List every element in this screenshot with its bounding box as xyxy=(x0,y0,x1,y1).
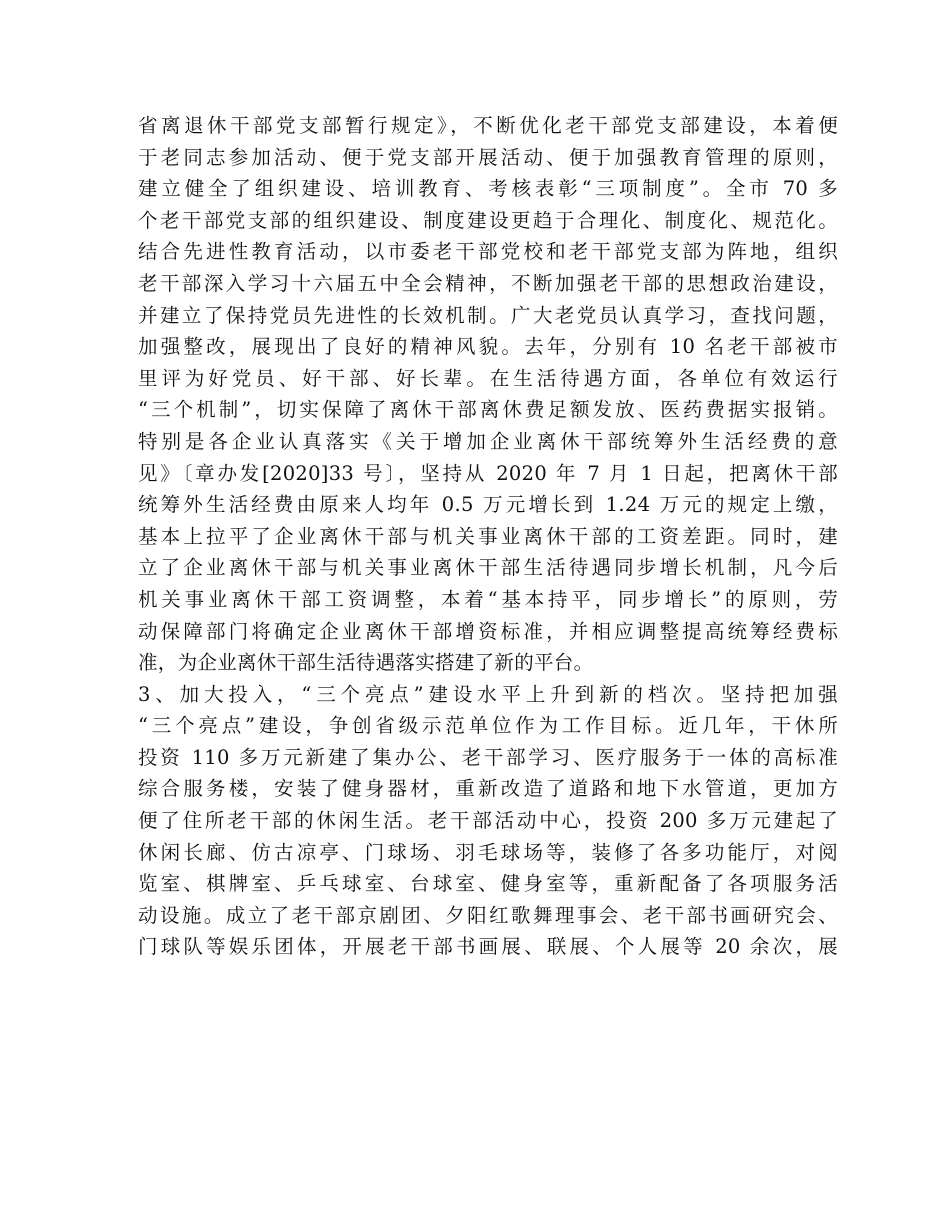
text-line: 统筹外生活经费由原来人均年 0.5 万元增长到 1.24 万元的规定上缴， xyxy=(138,493,838,517)
text-line: 于老同志参加活动、便于党支部开展活动、便于加强教育管理的原则， xyxy=(138,145,838,169)
text-line: 综合服务楼，安装了健身器材，重新改造了道路和地下水管道，更加方 xyxy=(138,777,838,801)
text-line: 见》〔章办发[2020]33 号〕，坚持从 2020 年 7 月 1 日起，把离休干部 xyxy=(138,461,838,485)
text-line: “三个亮点”建设，争创省级示范单位作为工作目标。近几年，干休所 xyxy=(138,714,838,738)
text-line: 休闲长廊、仿古凉亭、门球场、羽毛球场等，装修了各多功能厅，对阅 xyxy=(138,840,838,864)
text-line: 览室、棋牌室、乒乓球室、台球室、健身室等，重新配备了各项服务活 xyxy=(138,872,838,896)
text-line: 门球队等娱乐团体，开展老干部书画展、联展、个人展等 20 余次，展 xyxy=(138,935,838,959)
text-line: “三个机制”，切实保障了离休干部离休费足额发放、医药费据实报销。 xyxy=(138,398,838,422)
text-line: 省离退休干部党支部暂行规定》，不断优化老干部党支部建设，本着便 xyxy=(138,114,838,137)
text-line: 3、加大投入，“三个亮点”建设水平上升到新的档次。坚持把加强 xyxy=(138,682,838,706)
text-line: 基本上拉平了企业离休干部与机关事业离休干部的工资差距。同时，建 xyxy=(138,524,838,548)
text-line: 建立健全了组织建设、培训教育、考核表彰“三项制度”。全市 70 多 xyxy=(138,177,838,201)
text-line: 并建立了保持党员先进性的长效机制。广大老党员认真学习，查找问题， xyxy=(138,303,838,327)
text-line: 立了企业离休干部与机关事业离休干部生活待遇同步增长机制，凡今后 xyxy=(138,556,838,580)
text-line: 投资 110 多万元新建了集办公、老干部学习、医疗服务于一体的高标准 xyxy=(138,745,838,769)
text-line: 个老干部党支部的组织建设、制度建设更趋于合理化、制度化、规范化。 xyxy=(138,208,838,232)
document-body xyxy=(138,110,838,963)
text-line: 机关事业离休干部工资调整，本着“基本持平，同步增长”的原则，劳 xyxy=(138,587,838,611)
text-line: 老干部深入学习十六届五中全会精神，不断加强老干部的思想政治建设， xyxy=(138,271,838,295)
text-line: 便了住所老干部的休闲生活。老干部活动中心，投资 200 多万元建起了 xyxy=(138,809,838,833)
text-line: 结合先进性教育活动，以市委老干部党校和老干部党支部为阵地，组织 xyxy=(138,240,838,264)
text-line: 动保障部门将确定企业离休干部增资标准，并相应调整提高统筹经费标 xyxy=(138,619,838,643)
text-line: 加强整改，展现出了良好的精神风貌。去年，分别有 10 名老干部被市 xyxy=(138,335,838,359)
text-line: 里评为好党员、好干部、好长辈。在生活待遇方面，各单位有效运行 xyxy=(138,366,838,390)
text-line: 动设施。成立了老干部京剧团、夕阳红歌舞理事会、老干部书画研究会、 xyxy=(138,903,838,927)
text-line: 准，为企业离休干部生活待遇落实搭建了新的平台。 xyxy=(138,651,594,675)
text-line: 特别是各企业认真落实《关于增加企业离休干部统筹外生活经费的意 xyxy=(138,429,838,453)
